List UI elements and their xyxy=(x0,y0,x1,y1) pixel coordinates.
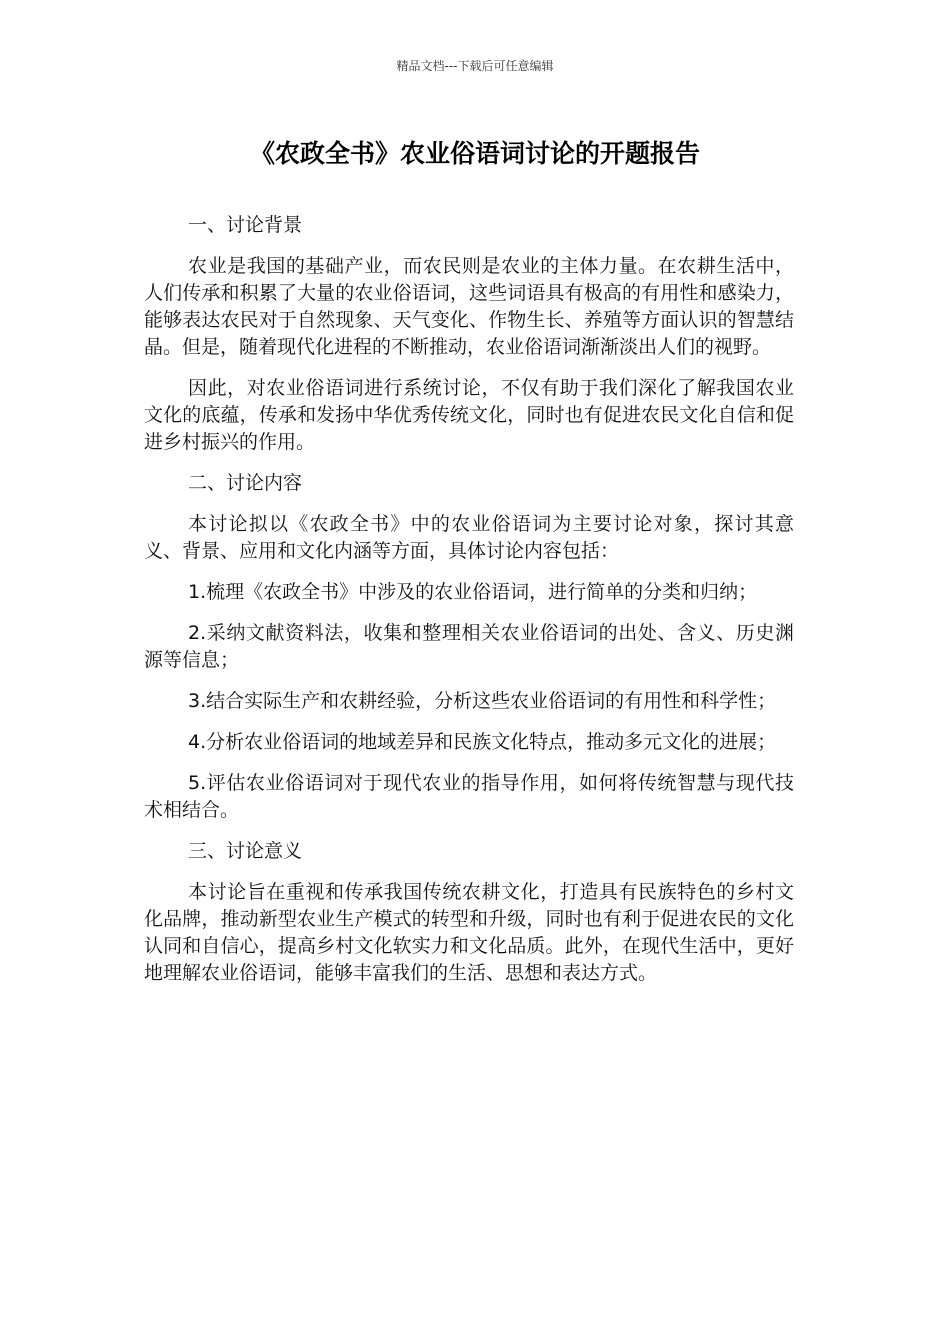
list-item-1: 1.梳理《农政全书》中涉及的农业俗语词，进行简单的分类和归纳； xyxy=(188,581,758,603)
section-heading-significance: 三、讨论意义 xyxy=(188,840,303,862)
list-item-2: 2.采纳文献资料法，收集和整理相关农业俗语词的出处、含义、历史渊源等信息； xyxy=(144,622,794,671)
paragraph-background-2: 因此，对农业俗语词进行系统讨论，不仅有助于我们深化了解我国农业文化的底蕴，传承和发扬中华优秀传统文化，同时也有促进农民文化自信和促进乡村振兴的作用。 xyxy=(144,377,794,453)
header-note: 精品文档---下载后可任意编辑 xyxy=(396,59,554,73)
paragraph-background-1: 农业是我国的基础产业，而农民则是农业的主体力量。在农耕生活中，人们传承和积累了大量的农业俗语词，这些词语具有极高的有用性和感染力，能够表达农民对于自然现象、天气变化、作物生长、养殖等方面认识的智慧结晶。但是，随着现代化进程的不断推动，农业俗语词渐渐淡出人们的视野。 xyxy=(144,255,794,358)
list-item-5: 5.评估农业俗语词对于现代农业的指导作用，如何将传统智慧与现代技术相结合。 xyxy=(144,772,794,821)
section-heading-content: 二、讨论内容 xyxy=(188,472,303,494)
document-title: 《农政全书》农业俗语词讨论的开题报告 xyxy=(249,139,700,168)
list-item-4: 4.分析农业俗语词的地域差异和民族文化特点，推动多元文化的进展； xyxy=(188,731,777,753)
list-item-3: 3.结合实际生产和农耕经验，分析这些农业俗语词的有用性和科学性； xyxy=(188,690,777,712)
section-heading-background: 一、讨论背景 xyxy=(188,214,303,236)
document-body xyxy=(144,212,794,1001)
paragraph-significance: 本讨论旨在重视和传承我国传统农耕文化，打造具有民族特色的乡村文化品牌，推动新型农业生产模式的转型和升级，同时也有利于促进农民的文化认同和自信心，提高乡村文化软实力和文化品质。此外，在现代生活中，更好地理解农业俗语词，能够丰富我们的生活、思想和表达方式。 xyxy=(144,881,794,984)
paragraph-content-intro: 本讨论拟以《农政全书》中的农业俗语词为主要讨论对象，探讨其意义、背景、应用和文化内涵等方面，具体讨论内容包括： xyxy=(144,513,794,562)
